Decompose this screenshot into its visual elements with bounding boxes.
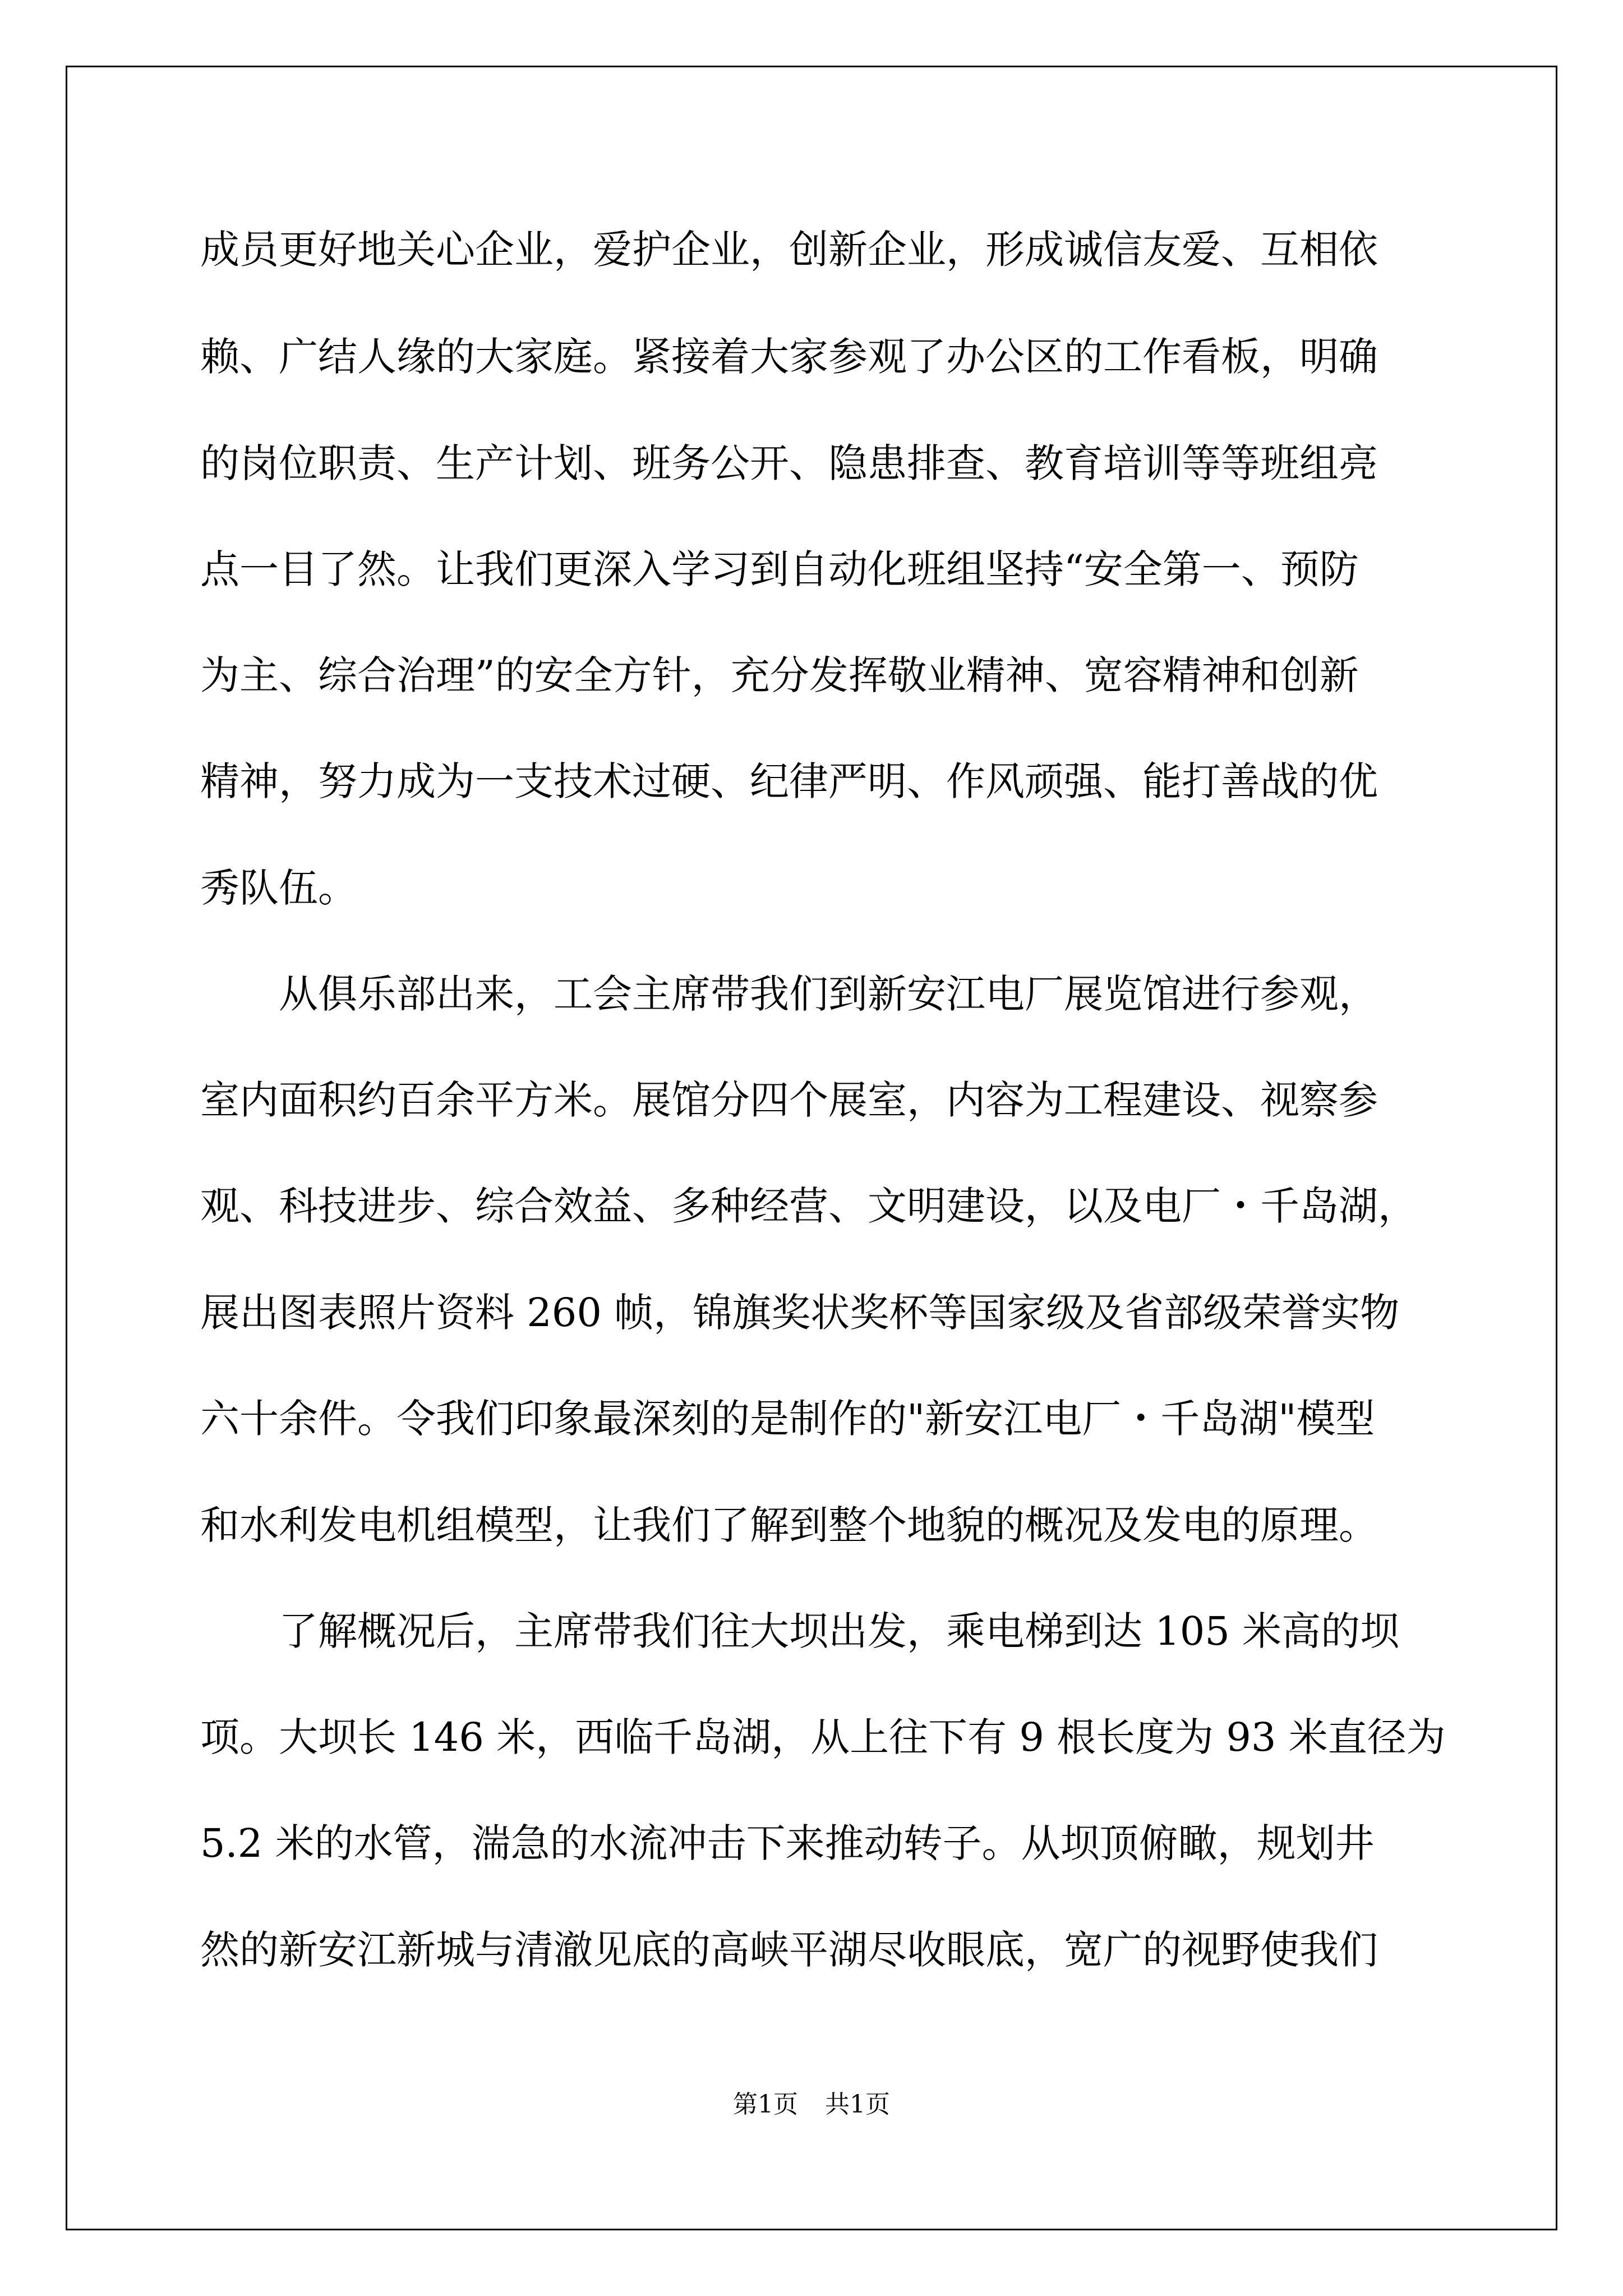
text-line: 赖、广结人缘的大家庭。紧接着大家参观了办公区的工作看板，明确 [200,334,1378,380]
text-line: 成员更好地关心企业，爱护企业，创新企业，形成诚信友爱、互相依 [200,227,1378,273]
text-line: 的岗位职责、生产计划、班务公开、隐患排查、教育培训等等班组亮 [200,440,1378,486]
text-line: 精神，努力成为一支技术过硬、纪律严明、作风顽强、能打善战的优 [200,758,1378,804]
text-line: 5.2 米的水管，湍急的水流冲击下来推动转子。从坝顶俯瞰，规划井 [200,1820,1375,1866]
page-footer [0,2088,1623,2122]
text-line: 从俱乐部出来，工会主席带我们到新安江电厂展览馆进行参观， [279,971,1378,1017]
page-number: 第1页 [733,2090,798,2119]
text-line: 然的新安江新城与清澈见底的高峡平湖尽收眼底，宽广的视野使我们 [200,1927,1378,1973]
text-line: 室内面积约百余平方米。展馆分四个展室，内容为工程建设、视察参 [200,1077,1378,1123]
text-line: 点一目了然。让我们更深入学习到自动化班组坚持“安全第一、预防 [200,546,1359,592]
text-line: 项。大坝长 146 米，西临千岛湖，从上往下有 9 根长度为 93 米直径为 [200,1714,1446,1760]
text-line: 秀队伍。 [200,865,357,911]
text-line: 为主、综合治理”的安全方针，充分发挥敬业精神、宽容精神和创新 [200,652,1359,698]
page-border [66,66,1557,2230]
text-line: 了解概况后，主席带我们往大坝出发，乘电梯到达 105 米高的坝 [279,1608,1400,1654]
text-line: 和水利发电机组模型，让我们了解到整个地貌的概况及发电的原理。 [200,1502,1378,1548]
text-line: 观、科技进步、综合效益、多种经营、文明建设，以及电厂・千岛湖， [200,1183,1417,1229]
text-line: 展出图表照片资料 260 帧，锦旗奖状奖杯等国家级及省部级荣誉实物 [200,1290,1400,1336]
page-total: 共1页 [825,2090,890,2119]
text-line: 六十余件。令我们印象最深刻的是制作的"新安江电厂・千岛湖"模型 [200,1396,1375,1442]
